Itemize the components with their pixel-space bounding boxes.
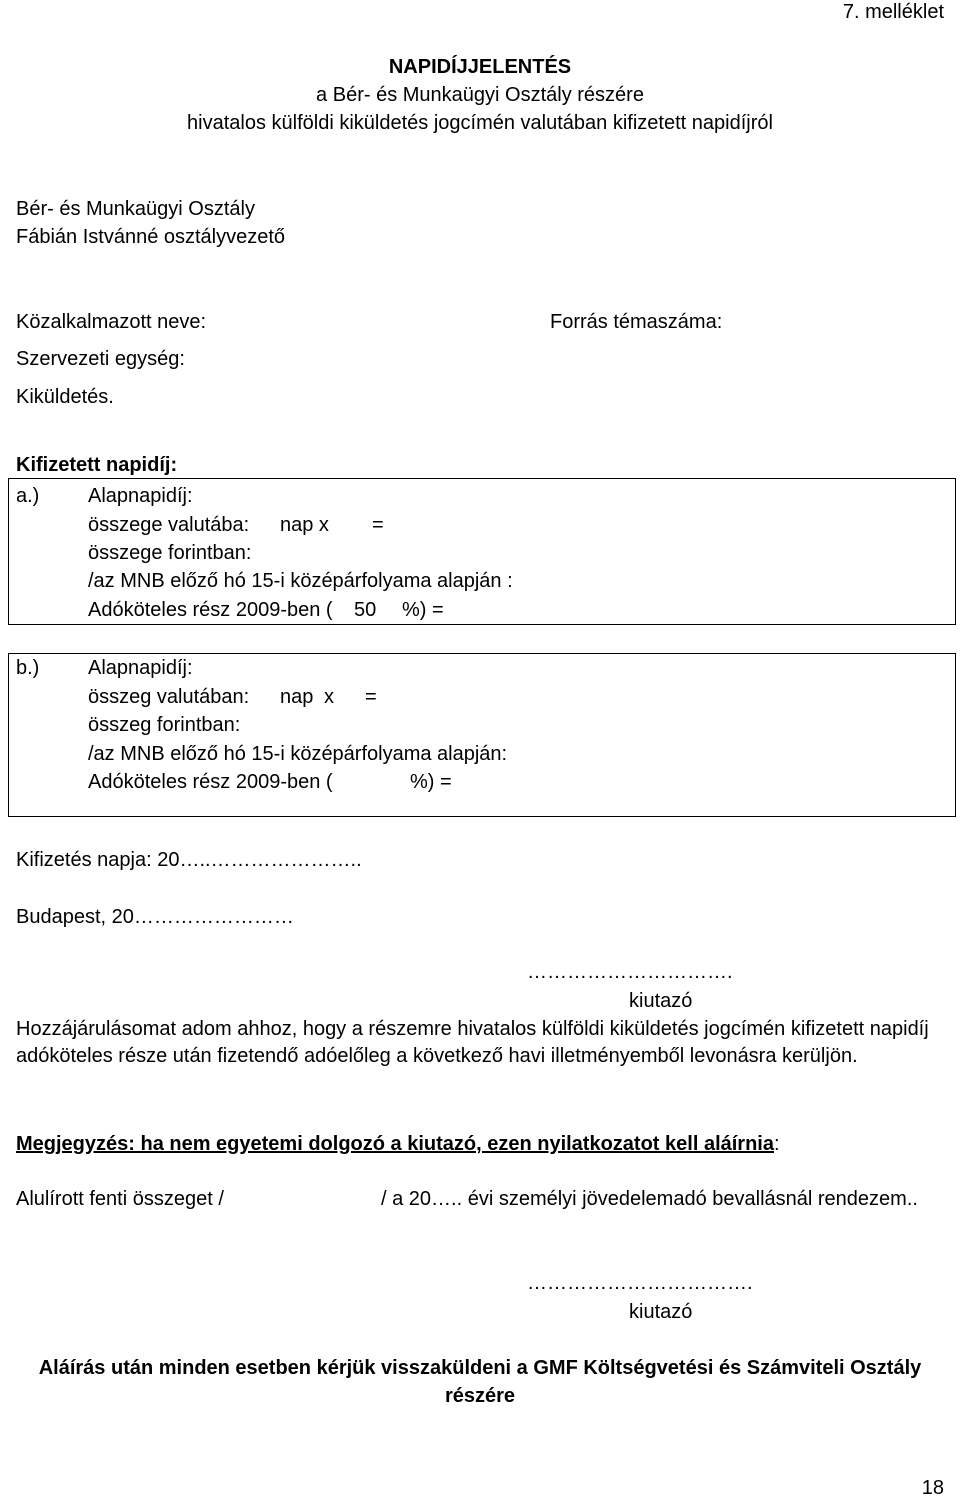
consent-text-line-1: Hozzájárulásomat adom ahhoz, hogy a részemre hivatalos külföldi kiküldetés jogcímén kifizetett napidíj <box>16 1018 929 1040</box>
section-b-taxable-label: Adóköteles rész 2009-ben ( <box>88 771 333 793</box>
section-b-equals: = <box>365 686 377 708</box>
paid-allowance-heading: Kifizetett napidíj: <box>16 454 178 476</box>
section-b-days: nap <box>280 686 314 708</box>
signature-line-1: …………………………. <box>527 961 733 983</box>
section-a-currency-amount: összege valutába: <box>88 514 250 536</box>
annex-label: 7. melléklet <box>842 1 944 23</box>
document-subtitle-2: hivatalos külföldi kiküldetés jogcímén valutában kifizetett napidíjról <box>187 112 773 134</box>
declaration-part-1: Alulírott fenti összeget / <box>16 1188 224 1210</box>
signature-label-2: kiutazó <box>629 1301 693 1323</box>
section-a-letter: a.) <box>16 485 40 507</box>
section-b-letter: b.) <box>16 657 40 679</box>
signature-line-2: ……………………………. <box>527 1272 753 1294</box>
section-b-times: x <box>324 686 334 708</box>
footer-instruction-line-2: részére <box>444 1385 516 1407</box>
page-number: 18 <box>921 1477 944 1499</box>
section-a-equals: = <box>372 514 384 536</box>
payment-date-field: Kifizetés napja: 20…..………………….. <box>16 849 362 871</box>
section-a-exchange-rate: /az MNB előző hó 15-i középárfolyama alapján : <box>88 570 513 592</box>
employee-name-label: Közalkalmazott neve: <box>16 311 207 333</box>
signature-label-1: kiutazó <box>629 990 693 1012</box>
addressee-dept: Bér- és Munkaügyi Osztály <box>16 198 255 220</box>
document-subtitle-1: a Bér- és Munkaügyi Osztály részére <box>316 84 644 106</box>
document-title: NAPIDÍJJELENTÉS <box>388 56 572 78</box>
section-b-exchange-rate: /az MNB előző hó 15-i középárfolyama alapján: <box>88 743 508 765</box>
section-b-taxable-equals: %) = <box>410 771 452 793</box>
place-date-field: Budapest, 20…………………… <box>16 906 294 928</box>
footer-instruction-line-1: Aláírás után minden esetben kérjük visszaküldeni a GMF Költségvetési és Számviteli Osztály <box>38 1357 922 1379</box>
section-a-taxable-equals: %) = <box>402 599 444 621</box>
section-a-days: nap x <box>280 514 329 536</box>
section-b-label: Alapnapidíj: <box>88 657 193 679</box>
mission-label: Kiküldetés. <box>16 386 114 408</box>
unit-label: Szervezeti egység: <box>16 348 185 370</box>
section-a-taxable-percent: 50 <box>354 599 377 621</box>
addressee-person: Fábián Istvánné osztályvezető <box>16 226 286 248</box>
note-line <box>16 1131 780 1157</box>
section-b-huf-amount: összeg forintban: <box>88 714 241 736</box>
note-colon: : <box>773 1133 780 1155</box>
note-bold-text: Megjegyzés: ha nem egyetemi dolgozó a kiutazó, ezen nyilatkozatot kell aláírnia <box>16 1133 774 1155</box>
section-b-currency-amount: összeg valutában: <box>88 686 250 708</box>
declaration-part-2: / a 20….. évi személyi jövedelemadó bevallásnál rendezem.. <box>381 1188 918 1210</box>
section-a-huf-amount: összege forintban: <box>88 542 252 564</box>
consent-text-line-2: adóköteles része után fizetendő adóelőleg a következő havi illetményemből levonásra kerüljön. <box>16 1045 858 1067</box>
section-a-label: Alapnapidíj: <box>88 485 193 507</box>
source-number-label: Forrás témaszáma: <box>550 311 723 333</box>
section-a-taxable-label: Adóköteles rész 2009-ben ( <box>88 599 333 621</box>
